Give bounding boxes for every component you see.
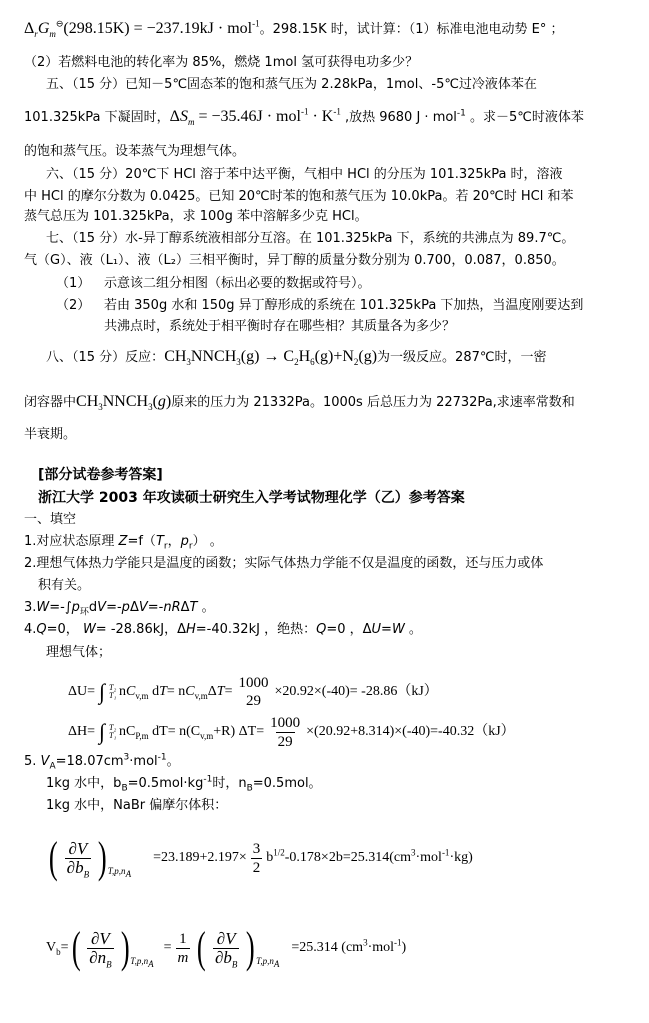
- reactant-formula: $CH_3NNCH_3(g)$: [76, 393, 172, 413]
- delta-u-rhs: ×20.92×(-40)= -28.86（kJ）: [274, 684, 438, 699]
- answer-2-line-2: 积有关。: [38, 578, 91, 593]
- answer-5-line-3: 1kg 水中，NaBr 偏摩尔体积：: [46, 798, 228, 813]
- eq1-rhs-pre: =23.189+2.197×: [153, 850, 247, 865]
- q4-line-2: （2）若燃料电池的转化率为 85%，燃烧 1mol 氢可获得电功多少？: [24, 55, 419, 70]
- partial-molar-volume-equation-1: [46, 828, 473, 888]
- delta-u-fraction: 1000 29: [238, 675, 269, 709]
- q8-text-2-pre: 闭容器中: [24, 395, 77, 410]
- partial-derivative-dV-dbB: ( $\frac{\partial V}{\partial b_B}$ ) $T,p,n_A$: [48, 833, 132, 882]
- q7-sub1: [56, 275, 371, 293]
- answer-4-ideal-gas: 理想气体；: [46, 645, 112, 660]
- partial-derivative-dV-dbB-2: ( $\frac{\partial V}{\partial b_B}$ ) $T,p,n_A$: [197, 923, 280, 972]
- q7-sub2-line-2: 共沸点时，系统处于相平衡时存在哪些相？其质量各为多少？: [104, 319, 456, 334]
- q5-line-3: 的饱和蒸气压。设苯蒸气为理想气体。: [24, 144, 246, 159]
- q7-sub2-text-1: 若由 350g 水和 150g 异丁醇形成的系统在 101.325kPa 下加热，当温度刚要达到: [104, 298, 584, 313]
- eq1-rhs-post: $b^{1/2}-0.178\times 2b=25.314(cm^3\cdot mol^{-1}\cdot kg)$: [266, 847, 473, 865]
- q8-line-3: 半衰期。: [24, 427, 77, 442]
- partial-derivative-dV-dnB: ( $\frac{\partial V}{\partial n_B}$ ) $T,p,n_A$: [71, 923, 154, 972]
- q7-sub1-text: 示意该二组分相图（标出必要的数据或符号）。: [104, 276, 371, 291]
- q7-sub1-number: （1）: [56, 276, 91, 291]
- q7-sub2-number: （2）: [56, 298, 91, 313]
- q6-line-1: 六、（15 分）20℃下 HCl 溶于苯中达平衡，气相中 HCl 的分压为 101.325kPa 时，溶液: [46, 167, 563, 182]
- answer-3: $3.W=-\int p_环dV=-p\Delta V=$-nRΔT 。: [24, 600, 215, 618]
- q8-line-2: [24, 393, 575, 412]
- q5-text-pre: 101.325kPa 下凝固时，: [24, 110, 170, 125]
- delta-h-fraction: $\frac{1000}{29}$: [270, 714, 301, 750]
- delta-h-mid: $nC_{P,m}$ $dT= n(C_{v,m}+R)$ ΔT=: [119, 724, 265, 741]
- q5-text-mid: ,放热 9680 J · mol$^{-1}$: [340, 108, 466, 125]
- delta-u-mid: $nC_{v,m}$ $dT= nC_{v,m}\Delta T=$: [119, 684, 233, 701]
- eq2-rhs: =25.314 $(cm^3\cdot mol^{-1})$: [291, 937, 407, 955]
- eq1-fraction: $\frac{3}{2}$: [252, 840, 261, 876]
- answers-section-label: [部分试卷参考答案]: [38, 467, 163, 483]
- eq2-fraction: $\frac{1}{m}$: [177, 930, 189, 966]
- entropy-formula: $\Delta S_m = -35.46J \cdot mol^{-1} \cdot K^{-1}$: [169, 106, 341, 128]
- delta-h-rhs: ×(20.92+8.314)×(-40)=-40.32（kJ）: [306, 724, 515, 739]
- integral-sign: ∫ T₂ T₁: [99, 719, 117, 744]
- q6-line-3: 蒸气总压为 101.325kPa，求 100g 苯中溶解多少克 HCl。: [24, 209, 368, 224]
- eq2-equals: =: [163, 940, 172, 955]
- answers-title: 浙江大学 2003 年攻读硕士研究生入学考试物理化学（乙）参考答案: [38, 490, 465, 506]
- q6-line-2: 中 HCl 的摩尔分数为 0.0425。已知 20℃时苯的饱和蒸气压为 10.0kPa。若 20℃时 HCl 和苯: [24, 189, 574, 204]
- reaction-formula: $CH_3NNCH_3(g) \to C_2H_6(g)+N_2(g)$: [164, 348, 378, 368]
- q8-line-1: [46, 348, 546, 367]
- q4-line-1: [24, 20, 564, 39]
- answer-5: 5. $V_A=18.07cm^3\cdot mol^{-1}$。: [24, 752, 180, 772]
- answer-4: 4.Q=0， W= -28.86kJ，ΔH=-40.32kJ ，绝热：Q=0 ，ΔU=W 。: [24, 622, 422, 637]
- q7-line-2: 气（G）、液（L₁）、液（L₂）三相平衡时，异丁醇的质量分数分别为 0.700，0.087，0.850。: [24, 253, 565, 268]
- q7-line-1: 七、（15 分）水-异丁醇系统液相部分互溶。在 101.325kPa 下，系统的共沸点为 89.7℃。: [46, 231, 575, 246]
- q8-text-2-post: 原来的压力为 21332Pa。1000s 后总压力为 22732Pa,求速率常数和: [171, 395, 575, 410]
- partial-molar-volume-equation-2: [46, 918, 406, 978]
- eq2-lhs: $V_b=$: [46, 940, 69, 957]
- answer-1: 1.对应状态原理 $Z=f(T_r$，$p_r$） 。: [24, 534, 223, 552]
- answers-part-1: 一、填空: [24, 512, 77, 527]
- gibbs-energy-formula: $\Delta_rG_m^⊖(298.15K) = -237.19kJ \cdot mol^{-1}$: [24, 18, 260, 40]
- q5-line-1: 五、（15 分）已知－5℃固态苯的饱和蒸气压为 2.28kPa，1mol、-5℃过冷液体苯在: [46, 77, 537, 92]
- q7-sub2: [56, 297, 584, 315]
- delta-h-equation: [68, 712, 515, 752]
- answer-2-line-1: 2.理想气体热力学能只是温度的函数；实际气体热力学能不仅是温度的函数，还与压力或体: [24, 556, 544, 571]
- delta-h-lhs: ΔH=: [68, 724, 96, 739]
- delta-u-equation: [68, 672, 438, 712]
- q4-text: 。298.15K 时，试计算：（1）标准电池电动势 E° ；: [259, 22, 564, 37]
- answer-5-line-2: 1kg 水中，$b_B=0.5mol\cdot kg^{-1}$时，$n_B=0.5mol$。: [46, 774, 322, 794]
- delta-u-lhs: ΔU=: [68, 684, 96, 699]
- integral-sign: ∫ T₂ T₁: [99, 679, 117, 704]
- q5-line-2: [24, 108, 584, 127]
- q8-text-post: 为一级反应。287℃时，一密: [377, 350, 547, 365]
- q8-text-pre: 八、（15 分）反应：: [46, 350, 165, 365]
- q5-text-post: 。求－5℃时液体苯: [465, 110, 584, 125]
